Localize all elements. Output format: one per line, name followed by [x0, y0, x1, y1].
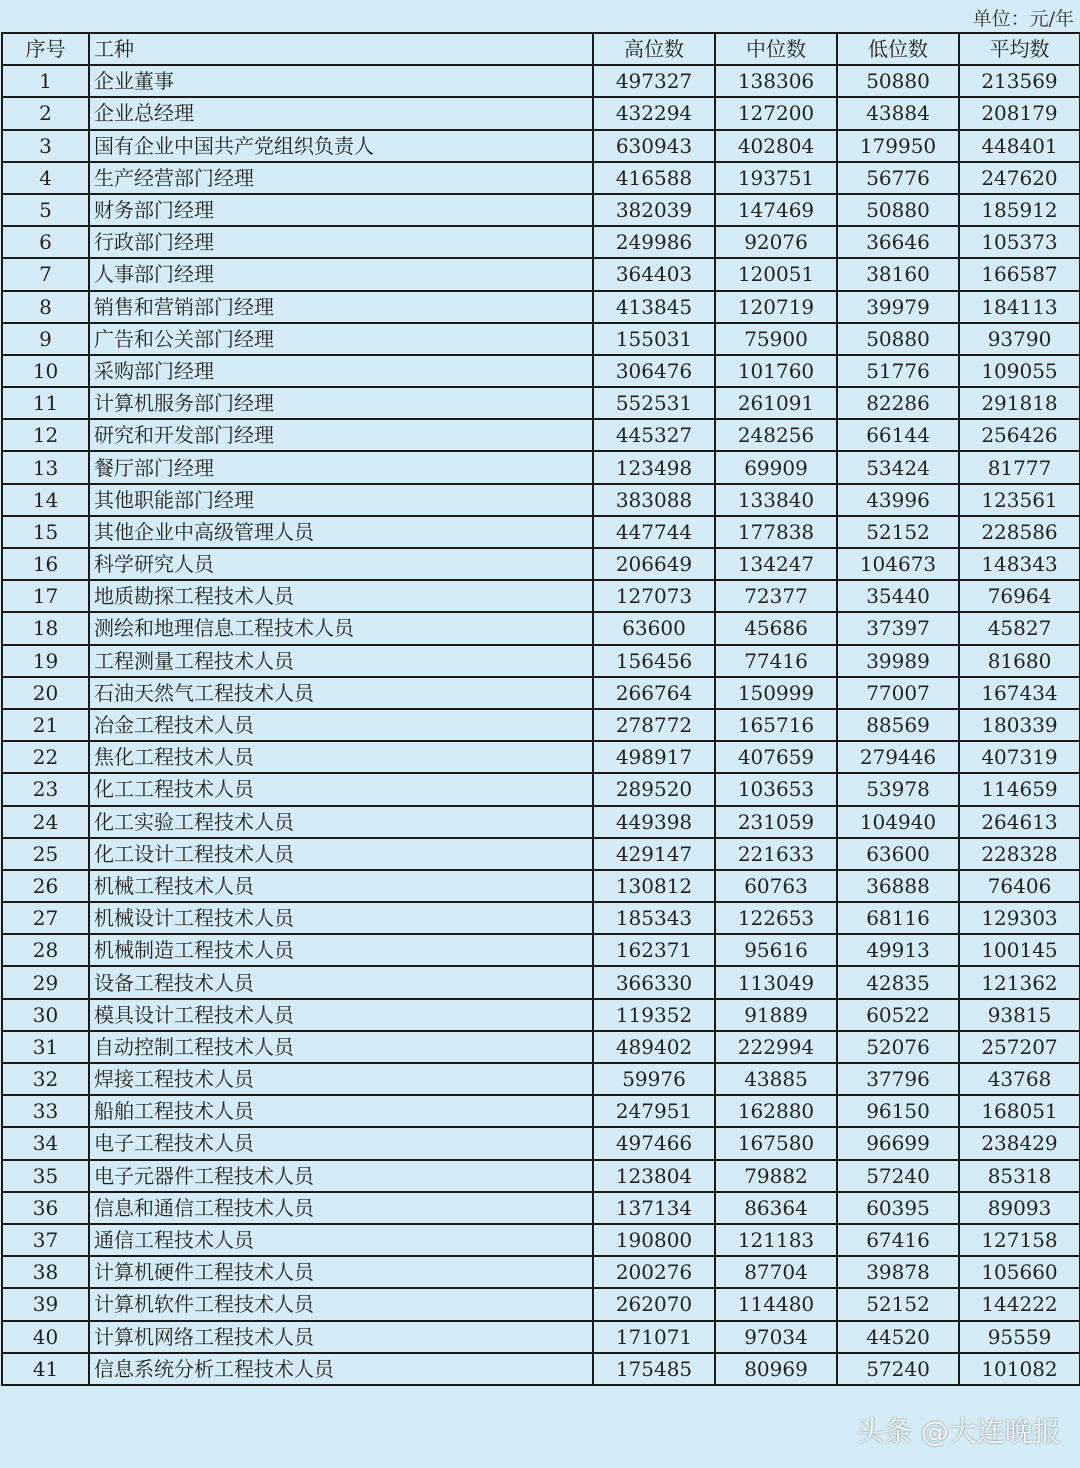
cell-average: 89093 [959, 1192, 1080, 1224]
cell-median: 134247 [715, 548, 837, 580]
cell-high: 63600 [593, 612, 715, 644]
cell-high: 175485 [593, 1353, 715, 1385]
table-row [2, 677, 1080, 709]
cell-median: 167580 [715, 1127, 837, 1159]
cell-index: 40 [2, 1321, 89, 1353]
cell-index: 17 [2, 580, 89, 612]
table-row [2, 1095, 1080, 1127]
cell-median: 114480 [715, 1288, 837, 1320]
cell-average: 114659 [959, 773, 1080, 805]
table-row [2, 1224, 1080, 1256]
cell-low: 43884 [837, 97, 959, 129]
header-index: 序号 [2, 33, 89, 65]
cell-low: 63600 [837, 838, 959, 870]
cell-occupation: 信息和通信工程技术人员 [89, 1192, 593, 1224]
cell-average: 228586 [959, 516, 1080, 548]
cell-index: 15 [2, 516, 89, 548]
cell-occupation: 模具设计工程技术人员 [89, 999, 593, 1031]
cell-median: 86364 [715, 1192, 837, 1224]
cell-occupation: 其他职能部门经理 [89, 484, 593, 516]
cell-occupation: 机械制造工程技术人员 [89, 934, 593, 966]
cell-average: 127158 [959, 1224, 1080, 1256]
cell-occupation: 科学研究人员 [89, 548, 593, 580]
cell-median: 248256 [715, 419, 837, 451]
cell-average: 85318 [959, 1160, 1080, 1192]
cell-average: 144222 [959, 1288, 1080, 1320]
cell-average: 148343 [959, 548, 1080, 580]
cell-index: 3 [2, 130, 89, 162]
cell-median: 261091 [715, 387, 837, 419]
cell-high: 127073 [593, 580, 715, 612]
cell-occupation: 石油天然气工程技术人员 [89, 677, 593, 709]
cell-index: 5 [2, 194, 89, 226]
table-row [2, 194, 1080, 226]
cell-high: 185343 [593, 902, 715, 934]
table-row [2, 258, 1080, 290]
cell-average: 81777 [959, 451, 1080, 483]
table-row [2, 323, 1080, 355]
cell-occupation: 计算机软件工程技术人员 [89, 1288, 593, 1320]
cell-low: 68116 [837, 902, 959, 934]
table-row [2, 934, 1080, 966]
cell-average: 448401 [959, 130, 1080, 162]
cell-high: 432294 [593, 97, 715, 129]
cell-index: 19 [2, 645, 89, 677]
cell-median: 80969 [715, 1353, 837, 1385]
table-row [2, 162, 1080, 194]
cell-high: 262070 [593, 1288, 715, 1320]
cell-index: 24 [2, 806, 89, 838]
header-median: 中位数 [715, 33, 837, 65]
cell-index: 9 [2, 323, 89, 355]
cell-average: 167434 [959, 677, 1080, 709]
cell-index: 20 [2, 677, 89, 709]
cell-median: 95616 [715, 934, 837, 966]
cell-average: 166587 [959, 258, 1080, 290]
cell-median: 127200 [715, 97, 837, 129]
cell-high: 630943 [593, 130, 715, 162]
cell-median: 133840 [715, 484, 837, 516]
cell-index: 33 [2, 1095, 89, 1127]
cell-occupation: 通信工程技术人员 [89, 1224, 593, 1256]
cell-average: 256426 [959, 419, 1080, 451]
cell-low: 50880 [837, 323, 959, 355]
cell-low: 53978 [837, 773, 959, 805]
cell-index: 16 [2, 548, 89, 580]
cell-median: 75900 [715, 323, 837, 355]
cell-high: 382039 [593, 194, 715, 226]
cell-high: 498917 [593, 741, 715, 773]
cell-low: 179950 [837, 130, 959, 162]
cell-low: 37397 [837, 612, 959, 644]
cell-average: 257207 [959, 1031, 1080, 1063]
cell-low: 52152 [837, 1288, 959, 1320]
table-row [2, 387, 1080, 419]
cell-index: 41 [2, 1353, 89, 1385]
table-row [2, 130, 1080, 162]
cell-low: 82286 [837, 387, 959, 419]
cell-high: 366330 [593, 966, 715, 998]
cell-median: 165716 [715, 709, 837, 741]
cell-occupation: 研究和开发部门经理 [89, 419, 593, 451]
cell-median: 87704 [715, 1256, 837, 1288]
cell-index: 14 [2, 484, 89, 516]
table-row [2, 806, 1080, 838]
cell-average: 101082 [959, 1353, 1080, 1385]
table-row [2, 838, 1080, 870]
cell-index: 7 [2, 258, 89, 290]
cell-median: 222994 [715, 1031, 837, 1063]
table-row [2, 355, 1080, 387]
cell-median: 60763 [715, 870, 837, 902]
cell-occupation: 地质勘探工程技术人员 [89, 580, 593, 612]
cell-low: 37796 [837, 1063, 959, 1095]
cell-median: 92076 [715, 226, 837, 258]
cell-occupation: 电子元器件工程技术人员 [89, 1160, 593, 1192]
cell-low: 96699 [837, 1127, 959, 1159]
cell-index: 10 [2, 355, 89, 387]
cell-occupation: 国有企业中国共产党组织负责人 [89, 130, 593, 162]
cell-average: 45827 [959, 612, 1080, 644]
cell-high: 416588 [593, 162, 715, 194]
cell-index: 39 [2, 1288, 89, 1320]
cell-high: 497466 [593, 1127, 715, 1159]
cell-median: 231059 [715, 806, 837, 838]
cell-average: 407319 [959, 741, 1080, 773]
cell-low: 88569 [837, 709, 959, 741]
cell-index: 27 [2, 902, 89, 934]
cell-index: 32 [2, 1063, 89, 1095]
cell-occupation: 自动控制工程技术人员 [89, 1031, 593, 1063]
table-row [2, 1288, 1080, 1320]
cell-occupation: 焦化工程技术人员 [89, 741, 593, 773]
table-row [2, 226, 1080, 258]
cell-index: 23 [2, 773, 89, 805]
table-row [2, 870, 1080, 902]
table-row [2, 612, 1080, 644]
cell-occupation: 餐厅部门经理 [89, 451, 593, 483]
table-row [2, 1160, 1080, 1192]
cell-index: 37 [2, 1224, 89, 1256]
cell-occupation: 计算机服务部门经理 [89, 387, 593, 419]
cell-occupation: 企业董事 [89, 65, 593, 97]
cell-low: 36646 [837, 226, 959, 258]
cell-median: 221633 [715, 838, 837, 870]
cell-low: 36888 [837, 870, 959, 902]
cell-average: 109055 [959, 355, 1080, 387]
cell-high: 266764 [593, 677, 715, 709]
cell-occupation: 船舶工程技术人员 [89, 1095, 593, 1127]
cell-low: 49913 [837, 934, 959, 966]
cell-index: 30 [2, 999, 89, 1031]
cell-average: 291818 [959, 387, 1080, 419]
cell-index: 4 [2, 162, 89, 194]
cell-index: 12 [2, 419, 89, 451]
cell-low: 67416 [837, 1224, 959, 1256]
cell-median: 69909 [715, 451, 837, 483]
cell-occupation: 机械设计工程技术人员 [89, 902, 593, 934]
cell-occupation: 其他企业中高级管理人员 [89, 516, 593, 548]
table-row [2, 1127, 1080, 1159]
cell-index: 28 [2, 934, 89, 966]
cell-median: 120719 [715, 291, 837, 323]
cell-high: 249986 [593, 226, 715, 258]
cell-high: 497327 [593, 65, 715, 97]
cell-low: 39979 [837, 291, 959, 323]
cell-average: 228328 [959, 838, 1080, 870]
cell-average: 105660 [959, 1256, 1080, 1288]
cell-low: 60522 [837, 999, 959, 1031]
cell-occupation: 工程测量工程技术人员 [89, 645, 593, 677]
cell-median: 77416 [715, 645, 837, 677]
cell-low: 52076 [837, 1031, 959, 1063]
cell-average: 105373 [959, 226, 1080, 258]
cell-average: 185912 [959, 194, 1080, 226]
cell-low: 35440 [837, 580, 959, 612]
table-row [2, 966, 1080, 998]
cell-average: 121362 [959, 966, 1080, 998]
cell-low: 57240 [837, 1160, 959, 1192]
cell-low: 53424 [837, 451, 959, 483]
cell-median: 43885 [715, 1063, 837, 1095]
cell-high: 247951 [593, 1095, 715, 1127]
cell-average: 76964 [959, 580, 1080, 612]
table-row [2, 419, 1080, 451]
cell-low: 39989 [837, 645, 959, 677]
cell-occupation: 采购部门经理 [89, 355, 593, 387]
cell-index: 2 [2, 97, 89, 129]
cell-index: 31 [2, 1031, 89, 1063]
cell-median: 120051 [715, 258, 837, 290]
cell-low: 50880 [837, 194, 959, 226]
cell-index: 36 [2, 1192, 89, 1224]
cell-average: 168051 [959, 1095, 1080, 1127]
cell-index: 34 [2, 1127, 89, 1159]
cell-high: 119352 [593, 999, 715, 1031]
cell-low: 51776 [837, 355, 959, 387]
cell-index: 35 [2, 1160, 89, 1192]
cell-occupation: 焊接工程技术人员 [89, 1063, 593, 1095]
cell-low: 66144 [837, 419, 959, 451]
unit-label: 单位：元/年 [972, 8, 1074, 30]
cell-index: 29 [2, 966, 89, 998]
cell-high: 429147 [593, 838, 715, 870]
table-row [2, 516, 1080, 548]
cell-average: 123561 [959, 484, 1080, 516]
cell-median: 72377 [715, 580, 837, 612]
cell-median: 45686 [715, 612, 837, 644]
cell-index: 21 [2, 709, 89, 741]
cell-low: 44520 [837, 1321, 959, 1353]
table-row [2, 1063, 1080, 1095]
cell-occupation: 生产经营部门经理 [89, 162, 593, 194]
cell-low: 43996 [837, 484, 959, 516]
cell-median: 101760 [715, 355, 837, 387]
cell-low: 38160 [837, 258, 959, 290]
table-row [2, 451, 1080, 483]
cell-high: 552531 [593, 387, 715, 419]
cell-high: 383088 [593, 484, 715, 516]
cell-average: 213569 [959, 65, 1080, 97]
cell-high: 364403 [593, 258, 715, 290]
cell-index: 8 [2, 291, 89, 323]
cell-occupation: 财务部门经理 [89, 194, 593, 226]
table-row [2, 548, 1080, 580]
cell-occupation: 冶金工程技术人员 [89, 709, 593, 741]
cell-average: 247620 [959, 162, 1080, 194]
cell-low: 50880 [837, 65, 959, 97]
cell-occupation: 人事部门经理 [89, 258, 593, 290]
cell-occupation: 化工工程技术人员 [89, 773, 593, 805]
table-row [2, 1321, 1080, 1353]
cell-high: 306476 [593, 355, 715, 387]
cell-low: 52152 [837, 516, 959, 548]
cell-occupation: 行政部门经理 [89, 226, 593, 258]
cell-index: 1 [2, 65, 89, 97]
cell-high: 278772 [593, 709, 715, 741]
cell-median: 162880 [715, 1095, 837, 1127]
cell-occupation: 测绘和地理信息工程技术人员 [89, 612, 593, 644]
cell-high: 190800 [593, 1224, 715, 1256]
cell-median: 97034 [715, 1321, 837, 1353]
cell-median: 91889 [715, 999, 837, 1031]
cell-low: 104940 [837, 806, 959, 838]
table-row [2, 580, 1080, 612]
cell-median: 402804 [715, 130, 837, 162]
cell-occupation: 计算机硬件工程技术人员 [89, 1256, 593, 1288]
cell-average: 95559 [959, 1321, 1080, 1353]
cell-median: 103653 [715, 773, 837, 805]
salary-table [1, 32, 1080, 1386]
cell-low: 56776 [837, 162, 959, 194]
table-row [2, 97, 1080, 129]
header-row [2, 33, 1080, 65]
cell-average: 129303 [959, 902, 1080, 934]
cell-median: 113049 [715, 966, 837, 998]
cell-high: 59976 [593, 1063, 715, 1095]
cell-low: 42835 [837, 966, 959, 998]
cell-high: 162371 [593, 934, 715, 966]
cell-occupation: 广告和公关部门经理 [89, 323, 593, 355]
table-row [2, 741, 1080, 773]
cell-index: 6 [2, 226, 89, 258]
cell-high: 130812 [593, 870, 715, 902]
cell-occupation: 设备工程技术人员 [89, 966, 593, 998]
cell-low: 39878 [837, 1256, 959, 1288]
table-row [2, 1031, 1080, 1063]
cell-high: 449398 [593, 806, 715, 838]
table-row [2, 902, 1080, 934]
header-average: 平均数 [959, 33, 1080, 65]
cell-average: 180339 [959, 709, 1080, 741]
cell-index: 18 [2, 612, 89, 644]
cell-median: 122653 [715, 902, 837, 934]
cell-occupation: 化工实验工程技术人员 [89, 806, 593, 838]
table-row [2, 291, 1080, 323]
cell-low: 57240 [837, 1353, 959, 1385]
cell-index: 13 [2, 451, 89, 483]
cell-high: 200276 [593, 1256, 715, 1288]
cell-occupation: 机械工程技术人员 [89, 870, 593, 902]
cell-occupation: 计算机网络工程技术人员 [89, 1321, 593, 1353]
cell-index: 25 [2, 838, 89, 870]
cell-occupation: 化工设计工程技术人员 [89, 838, 593, 870]
table-row [2, 709, 1080, 741]
cell-low: 279446 [837, 741, 959, 773]
watermark: 头条 @大连晚报 [856, 1415, 1061, 1448]
cell-median: 193751 [715, 162, 837, 194]
header-low: 低位数 [837, 33, 959, 65]
cell-high: 289520 [593, 773, 715, 805]
cell-occupation: 信息系统分析工程技术人员 [89, 1353, 593, 1385]
cell-high: 155031 [593, 323, 715, 355]
cell-median: 407659 [715, 741, 837, 773]
cell-high: 413845 [593, 291, 715, 323]
cell-high: 156456 [593, 645, 715, 677]
cell-median: 79882 [715, 1160, 837, 1192]
cell-low: 96150 [837, 1095, 959, 1127]
cell-index: 22 [2, 741, 89, 773]
cell-low: 104673 [837, 548, 959, 580]
table-row [2, 1256, 1080, 1288]
table-row [2, 999, 1080, 1031]
cell-median: 150999 [715, 677, 837, 709]
table-row [2, 1353, 1080, 1385]
cell-high: 123804 [593, 1160, 715, 1192]
header-high: 高位数 [593, 33, 715, 65]
cell-average: 81680 [959, 645, 1080, 677]
table-row [2, 484, 1080, 516]
cell-average: 93815 [959, 999, 1080, 1031]
cell-occupation: 企业总经理 [89, 97, 593, 129]
cell-index: 38 [2, 1256, 89, 1288]
cell-occupation: 销售和营销部门经理 [89, 291, 593, 323]
cell-average: 264613 [959, 806, 1080, 838]
cell-high: 447744 [593, 516, 715, 548]
cell-occupation: 电子工程技术人员 [89, 1127, 593, 1159]
table-row [2, 645, 1080, 677]
cell-high: 137134 [593, 1192, 715, 1224]
cell-average: 238429 [959, 1127, 1080, 1159]
cell-average: 184113 [959, 291, 1080, 323]
table-row [2, 65, 1080, 97]
cell-low: 60395 [837, 1192, 959, 1224]
cell-average: 93790 [959, 323, 1080, 355]
table-row [2, 773, 1080, 805]
cell-average: 76406 [959, 870, 1080, 902]
cell-index: 11 [2, 387, 89, 419]
cell-low: 77007 [837, 677, 959, 709]
cell-high: 206649 [593, 548, 715, 580]
table-row [2, 1192, 1080, 1224]
cell-average: 208179 [959, 97, 1080, 129]
cell-index: 26 [2, 870, 89, 902]
cell-high: 489402 [593, 1031, 715, 1063]
cell-median: 121183 [715, 1224, 837, 1256]
cell-median: 177838 [715, 516, 837, 548]
cell-median: 147469 [715, 194, 837, 226]
cell-high: 123498 [593, 451, 715, 483]
cell-average: 100145 [959, 934, 1080, 966]
cell-high: 445327 [593, 419, 715, 451]
header-occupation: 工种 [89, 33, 593, 65]
cell-median: 138306 [715, 65, 837, 97]
cell-high: 171071 [593, 1321, 715, 1353]
cell-average: 43768 [959, 1063, 1080, 1095]
